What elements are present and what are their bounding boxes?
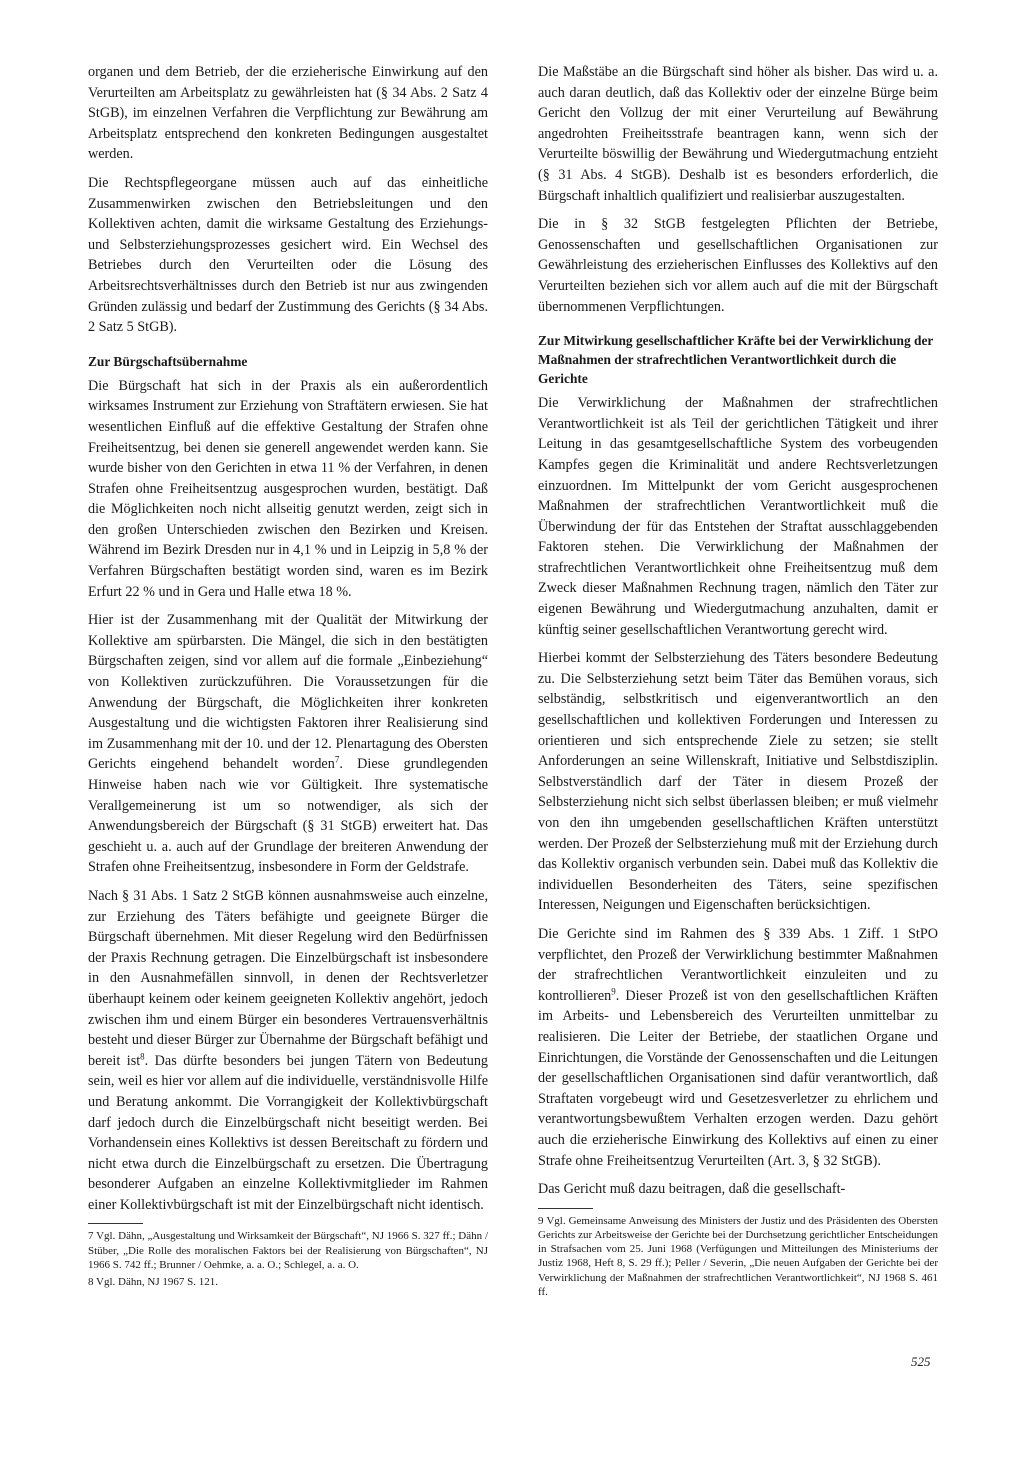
right-paragraph-5-text-a: Die Gerichte sind im Rahmen des § 339 Abs. 1 Ziff. 1 StPO verpflichtet, den Prozeß der Verwirklichung bestimmter Maßnahmen der strafrechtlichen Verantwortlichkeit einzuleiten und zu kontrollieren xyxy=(538,925,938,1004)
left-column xyxy=(88,62,488,1292)
right-paragraph-1: Die Maßstäbe an die Bürgschaft sind höher als bisher. Das wird u. a. auch daran deutlich, daß das Kollektiv oder der einzelne Bürge beim Gericht den Vollzug der mit einer Verurteilung auf Bewährung angedrohten Freiheitsstrafe beantragen kann, wenn sich der Verurteilte böswillig der Bewährung und Wiedergutmachung entzieht (§ 31 Abs. 4 StGB). Deshalb ist es besonders erforderlich, die Bürgschaft inhaltlich qualifiziert und realisierbar auszugestalten. xyxy=(538,64,938,204)
left-paragraph-5 xyxy=(88,886,488,1216)
right-footnotes xyxy=(538,1208,938,1299)
left-paragraph-2: Die Rechtspflegeorgane müssen auch auf das einheitliche Zusammenwirken zwischen den Betriebsleitungen und den Kollektiven achten, damit die wirksame Gestaltung des Erziehungs- und Selbsterziehungsprozesses gesichert wird. Ein Wechsel des Betriebes durch den Verurteilten oder die Lösung des Arbeitsrechtsverhältnisses durch den Betrieb ist nur aus zwingenden Gründen zulässig und bedarf der Zustimmung des Gerichts (§ 34 Abs. 2 Satz 5 StGB). xyxy=(88,174,488,336)
footnote-8: 8 Vgl. Dähn, NJ 1967 S. 121. xyxy=(88,1276,218,1289)
right-paragraph-4: Hierbei kommt der Selbsterziehung des Täters besondere Bedeutung zu. Die Selbsterziehung setzt beim Täter das Bemühen voraus, sich selbständig, selbstkritisch und eigenverantwortlich an den gesellschaftlichen und kollektiven Forderungen und Interessen zu orientieren und sich entsprechende Ziele zu setzen; sie stellt Anforderungen an seine Willenskraft, Initiative und Selbstdisziplin. Selbstverständlich darf der Täter in diesem Prozeß der Selbsterziehung nicht sich selbst überlassen bleiben; er muß vielmehr von den ihn umgebenden gesellschaftlichen Kräften unterstützt werden. Der Prozeß der Selbsterziehung muß mit der Erziehung durch das Kollektiv organisch verbunden sein. Dabei muß das Kollektiv die individuellen Besonderheiten des Täters, seine spezifischen Interessen, Neigungen und Eigenschaften berücksichtigen. xyxy=(538,650,938,914)
right-paragraph-5 xyxy=(538,924,938,1171)
page-number: 525 xyxy=(911,1354,931,1369)
footnote-ref-9: 9 xyxy=(611,986,616,997)
left-paragraph-1: organen und dem Betrieb, der die erzieherische Einwirkung auf den Verurteilten am Arbeitsplatz zu gewährleisten hat (§ 34 Abs. 2 Satz 4 StGB), im einzelnen Verfahren die Verpflichtung zur Bewährung am Arbeitsplatz entsprechend den konkreten Bedingungen ausgestaltet werden. xyxy=(88,64,488,163)
left-paragraph-5-text-b: . Das dürfte besonders bei jungen Tätern von Bedeutung sein, weil es hier vor allem auf die individuelle, verständnisvolle Hilfe und Beratung ankommt. Die Vorrangigkeit der Kollektivbürgschaft darf jedoch durch die Einzelbürgschaft nicht beseitigt werden. Bei Vorhandensein eines Kollektivs ist dessen Bereitschaft zu fördern und nicht etwa durch die Einzelbürgschaft zu ersetzen. Die Übertragung besonderer Aufgaben an einzelne Kollektivmitglieder im Rahmen einer Kollektivbürgschaft ist mit der Einzelbürgschaft nicht identisch. xyxy=(88,1052,489,1213)
footnote-ref-8: 8 xyxy=(140,1050,145,1061)
left-paragraph-5-text-a: Nach § 31 Abs. 1 Satz 2 StGB können ausnahmsweise auch einzelne, zur Erziehung des Täters befähigte und geeignete Bürger die Bürgschaft übernehmen. Mit dieser Regelung wird den Bedürfnissen der Praxis Rechnung getragen. Die Einzelbürgschaft ist insbesondere in den Ausnahmefällen sinnvoll, in denen der Rechtsverletzer überhaupt keinem oder keinem geeigneten Kollektiv angehört, jedoch zwischen ihm und einem Bürger ein besonderes Vertrauensverhältnis besteht und dieser Bürger zur Übernahme der Bürgschaft befähigt und bereit ist xyxy=(88,887,488,1069)
left-footnotes xyxy=(88,1223,488,1289)
footnote-9: 9 Vgl. Gemeinsame Anweisung des Ministers der Justiz und des Präsidenten des Obersten Gerichts zur Arbeitsweise der Gerichte bei der Durchsetzung gerichtlicher Entscheidungen in Strafsachen vom 25. Juni 1968 (Verfügungen und Mitteilungen des Ministeriums der Justiz 1968, Heft 8, S. 29 ff.); Peller / Severin, „Die neuen Aufgaben der Gerichte bei der Verwirklichung der Maßnahmen der strafrechtlichen Verantwortlichkeit“, NJ 1968 S. 461 ff. xyxy=(538,1214,938,1298)
footnote-rule xyxy=(538,1208,593,1209)
left-paragraph-3: Die Bürgschaft hat sich in der Praxis als ein außerordentlich wirksames Instrument zur Erziehung von Straftätern erwiesen. Sie hat wesentlichen Einfluß auf die effektive Gestaltung der Strafen ohne Freiheitsentzug, bei denen sie generell angewendet werden kann. Sie wurde bisher von den Gerichten in etwa 11 % der Verfahren, in denen Strafen ohne Freiheitsentzug ausgesprochen wurden, bestätigt. Daß die Möglichkeiten noch nicht allseitig genutzt werden, zeigt sich in den großen Unterschieden zwischen den Bezirken und Kreisen. Während im Bezirk Dresden nur in 4,1 % und in Leipzig in 5,8 % der Verfahren Bürgschaften bestätigt worden sind, waren es im Bezirk Erfurt 22 % und in Gera und Halle etwa 18 %. xyxy=(88,377,488,600)
left-paragraph-4-text-a: Hier ist der Zusammenhang mit der Qualität der Mitwirkung der Kollektive am spürbarsten. Die Mängel, die sich in den bestätigten Bürgschaften zeigen, sind vor allem auf die formale „Einbeziehung“ von Kollektiven zurückzuführen. Die Voraussetzungen für die Anwendung der Bürgschaft, die Möglichkeiten ihrer konkreten Ausgestaltung und die wichtigsten Faktoren ihrer Realisierung sind im Zusammenhang mit der 10. und der 12. Plenartagung des Obersten Gerichts eingehend behandelt worden xyxy=(88,612,488,773)
right-paragraph-5-text-b: . Dieser Prozeß ist von den gesellschaftlichen Kräften im Arbeits- und Lebensbereich des Verurteilten unmittelbar zu realisieren. Die Leiter der Betriebe, der staatlichen Organe und Einrichtungen, die Vorstände der Genossenschaften und die Leitungen der gesellschaftlichen Organisationen sind dafür verantwortlich, daß Straftaten vorgebeugt wird und Gesetzesverletzer zu ehrlichem und verantwortungsbewußtem Verhalten erzogen werden. Dazu gehört auch die erzieherische Einwirkung des Kollektivs auf einen zu einer Strafe ohne Freiheitsentzug Verurteilten (Art. 3, § 32 StGB). xyxy=(538,987,938,1169)
section-heading-mitwirkung: Zur Mitwirkung gesellschaftlicher Kräfte bei der Verwirklichung der Maßnahmen der strafrechtlichen Verantwortlichkeit durch die Gerichte xyxy=(538,333,934,387)
right-column xyxy=(538,62,938,1302)
left-paragraph-4 xyxy=(88,610,488,878)
footnote-7: 7 Vgl. Dähn, „Ausgestaltung und Wirksamkeit der Bürgschaft“, NJ 1966 S. 327 ff.; Dähn / Stüber, „Die Rolle des moralischen Faktors bei der Realisierung von Bürgschaften“, NJ 1966 S. 742 ff.; Brunner / Oehmke, a. a. O.; Schlegel, a. a. O. xyxy=(88,1230,488,1271)
right-paragraph-2: Die in § 32 StGB festgelegten Pflichten der Betriebe, Genossenschaften und gesellschaftlichen Organisationen zur Gewährleistung des erzieherischen Einflusses des Kollektivs auf den Verurteilten beziehen sich vor allem auch auf die mit der Bürgschaft übernommenen Verpflichtungen. xyxy=(538,216,938,315)
right-paragraph-6: Das Gericht muß dazu beitragen, daß die gesellschaft- xyxy=(538,1181,846,1198)
section-heading-buergschaft: Zur Bürgschaftsübernahme xyxy=(88,353,248,369)
right-paragraph-3: Die Verwirklichung der Maßnahmen der strafrechtlichen Verantwortlichkeit ist als Teil der gerichtlichen Tätigkeit und ihrer Leitung in das gesamtgesellschaftliche System des vorbeugenden Kampfes gegen die Kriminalität und andere Rechtsverletzungen einzuordnen. Im Mittelpunkt der vom Gericht ausgesprochenen Maßnahmen der strafrechtlichen Verantwortlichkeit muß die Überwindung der für das Entstehen der Straftat ausschlaggebenden Faktoren stehen. Die Verwirklichung der Maßnahmen der strafrechtlichen Verantwortlichkeit ohne Freiheitsentzug muß dem Zweck dieser Maßnahmen Rechnung tragen, nämlich den Täter zur eigenen Bewährung und Wiedergutmachung anzuhalten, damit er künftig seiner gesellschaftlichen Verantwortung gerecht wird. xyxy=(538,395,938,638)
footnote-ref-7: 7 xyxy=(334,754,340,765)
left-paragraph-4-text-b: . Diese grundlegenden Hinweise haben nach wie vor Gültigkeit. Ihre systematische Verallgemeinerung ist um so notwendiger, als sich der Anwendungsbereich der Bürgschaft (§ 31 StGB) erweitert hat. Das geschieht u. a. auch auf der Grundlage der breiteren Anwendung der Strafen ohne Freiheitsentzug, insbesondere in Form der Geldstrafe. xyxy=(88,756,488,876)
footnote-rule xyxy=(88,1223,143,1224)
